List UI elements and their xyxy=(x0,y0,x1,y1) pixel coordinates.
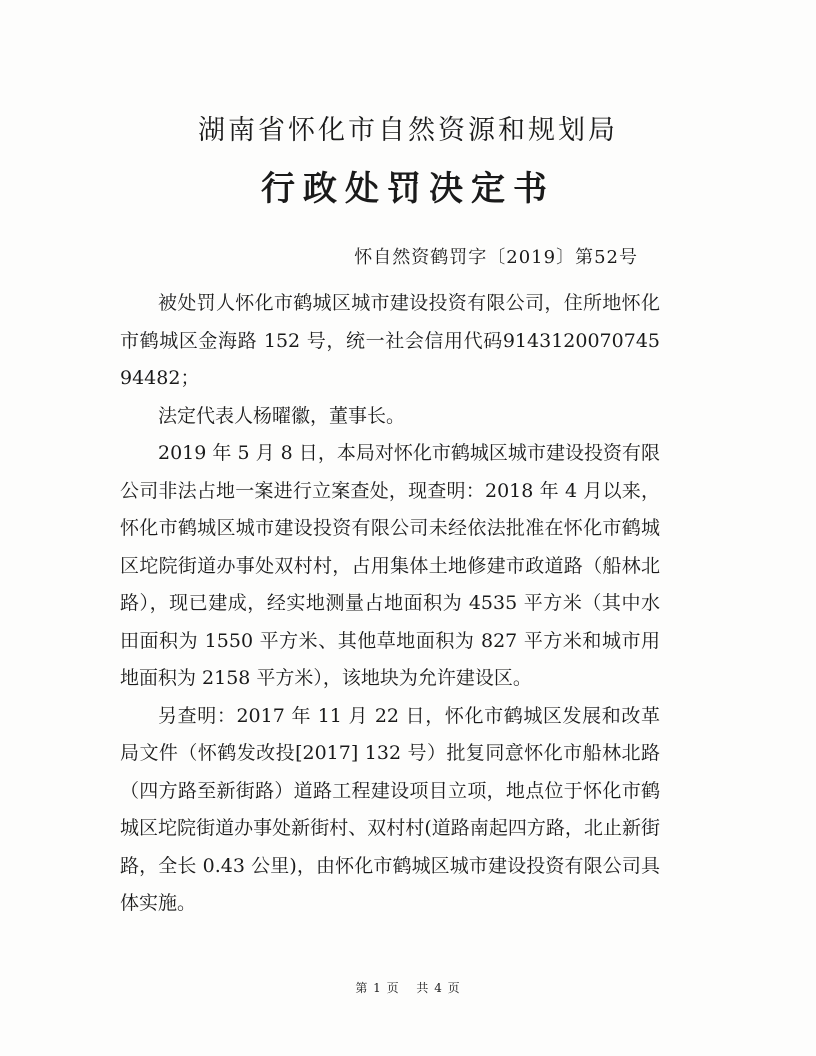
paragraph-penalized-party: 被处罚人怀化市鹤城区城市建设投资有限公司，住所地怀化市鹤城区金海路 152 号，统一社会信用代码914312007074594482； xyxy=(120,292,660,389)
document-number: 怀自然资鹤罚字〔2019〕第52号 xyxy=(354,247,638,268)
page-footer xyxy=(0,979,816,996)
issuing-agency: 湖南省怀化市自然资源和规划局 xyxy=(198,115,618,146)
paragraph-legal-representative: 法定代表人杨曜徽，董事长。 xyxy=(158,404,406,427)
paragraph-findings: 2019 年 5 月 8 日，本局对怀化市鹤城区城市建设投资有限公司非法占地一案进行立案查处，现查明：2018 年 4 月以来，怀化市鹤城区城市建设投资有限公司未经依法批准在怀化市鹤城区坨院街道办事处双村村，占用集体土地修建市政道路（船林北路），现已建成，经实地测量占地面积为 4535 平方米（其中水田面积为 1550 平方米、其他草地面积为 827 平方米和城市用地面积为 2158 平方米），该地块为允许建设区。 xyxy=(120,442,660,689)
page-current: 第 1 页 xyxy=(355,981,400,995)
document-body xyxy=(120,285,660,923)
document-title: 行政处罚决定书 xyxy=(261,169,555,209)
paragraph-further-findings: 另查明：2017 年 11 月 22 日，怀化市鹤城区发展和改革局文件（怀鹤发改投[2017] 132 号）批复同意怀化市船林北路（四方路至新街路）道路工程建设项目立项，地点位于怀化市鹤城区坨院街道办事处新街村、双村村(道路南起四方路，北止新街路，全长 0.43 公里)，由怀化市鹤城区城市建设投资有限公司具体实施。 xyxy=(120,704,660,914)
page-total: 共 4 页 xyxy=(416,981,461,995)
